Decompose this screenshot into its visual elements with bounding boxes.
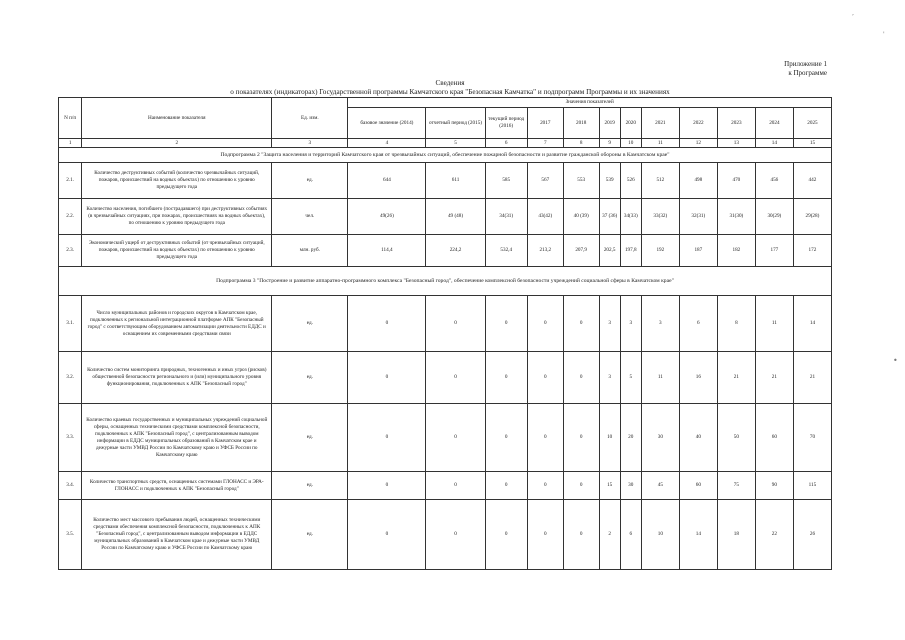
column-number: 2 (82, 139, 272, 148)
value-cell: 21 (793, 352, 831, 404)
value-cell: 0 (527, 472, 563, 500)
value-cell: 585 (485, 163, 527, 199)
value-cell: 14 (679, 500, 717, 570)
column-number: 9 (599, 139, 620, 148)
section-title: Подпрограмма 2 "Защита населения и территорий Камчатского края от чрезвычайных ситуаций, обеспечение пожарной безопасности и развитие гражданской обороны в Камчатском крае" (59, 148, 832, 163)
value-cell: 22 (755, 500, 793, 570)
value-cell: 0 (563, 352, 599, 404)
document-heading (190, 79, 710, 97)
value-cell: 16 (679, 352, 717, 404)
indicator-name: Количество краевых государственных и муниципальных учреждений социальной сферы, оснащенных техническими средствами комплексной безопасности, подключенных к АПК "Безопасный город", с централизованным выводом информации в ЕДДС муниципальных образований в Камчатском крае и дежурные части УМВД России по Камчатскому краю и УФСБ России по Камчатскому краю (82, 404, 272, 472)
value-cell: 37 (36) (599, 199, 620, 235)
value-cell: 3 (599, 296, 620, 352)
unit-cell: ед. (272, 352, 348, 404)
col-header-year: 2021 (641, 108, 679, 139)
col-header-year: 2025 (793, 108, 831, 139)
section-row (59, 148, 832, 163)
value-cell: 0 (563, 296, 599, 352)
value-cell: 40 (679, 404, 717, 472)
value-cell: 0 (527, 500, 563, 570)
value-cell: 0 (426, 296, 485, 352)
column-number: 10 (620, 139, 641, 148)
indicator-name: Количество транспортных средств, оснащенных системами ГЛОНАСС и ЭРА-ГЛОНАСС и подключенных к АПК "Безопасный город" (82, 472, 272, 500)
value-cell: 0 (426, 352, 485, 404)
column-number-row (59, 139, 832, 148)
section-row (59, 267, 832, 296)
value-cell: 3 (620, 296, 641, 352)
value-cell: 172 (793, 235, 831, 267)
column-number: 8 (563, 139, 599, 148)
column-number: 6 (485, 139, 527, 148)
value-cell: 0 (527, 352, 563, 404)
table-row (59, 500, 832, 570)
row-number: 3.5. (59, 500, 82, 570)
value-cell: 213,2 (527, 235, 563, 267)
value-cell: 30 (641, 404, 679, 472)
value-cell: 33(32) (641, 199, 679, 235)
column-number: 4 (348, 139, 426, 148)
row-number: 3.3. (59, 404, 82, 472)
appendix-line-2: к Программе (788, 69, 827, 77)
value-cell: 70 (793, 404, 831, 472)
row-number: 2.1. (59, 163, 82, 199)
value-cell: 18 (717, 500, 755, 570)
col-header-current: текущий период (2016) (485, 108, 527, 139)
value-cell: 498 (679, 163, 717, 199)
value-cell: 207,9 (563, 235, 599, 267)
table-row (59, 235, 832, 267)
value-cell: 26 (793, 500, 831, 570)
value-cell: 11 (755, 296, 793, 352)
value-cell: 34(31) (485, 199, 527, 235)
value-cell: 526 (620, 163, 641, 199)
row-number: 3.1. (59, 296, 82, 352)
value-cell: 442 (793, 163, 831, 199)
value-cell: 0 (348, 352, 426, 404)
value-cell: 114,4 (348, 235, 426, 267)
value-cell: 49 (48) (426, 199, 485, 235)
value-cell: 0 (485, 296, 527, 352)
value-cell: 10 (641, 500, 679, 570)
value-cell: 644 (348, 163, 426, 199)
col-header-year: 2018 (563, 108, 599, 139)
unit-cell: ед. (272, 163, 348, 199)
table-row (59, 296, 832, 352)
value-cell: 90 (755, 472, 793, 500)
value-cell: 470 (717, 163, 755, 199)
table-row (59, 352, 832, 404)
header-row-group (59, 98, 832, 108)
value-cell: 0 (563, 404, 599, 472)
scan-mark: • (893, 356, 898, 365)
value-cell: 50 (717, 404, 755, 472)
value-cell: 567 (527, 163, 563, 199)
value-cell: 43(42) (527, 199, 563, 235)
value-cell: 14 (793, 296, 831, 352)
value-cell: 224,2 (426, 235, 485, 267)
value-cell: 0 (426, 404, 485, 472)
value-cell: 32(31) (679, 199, 717, 235)
col-header-year: 2024 (755, 108, 793, 139)
value-cell: 20 (620, 404, 641, 472)
value-cell: 6 (679, 296, 717, 352)
indicator-name: Количество систем мониторинга природных, техногенных и иных угроз (рисков) общественной безопасности регионального и (или) муниципального уровня функционирования, подключенных к АПК "Безопасный город" (82, 352, 272, 404)
col-header-values-group: Значения показателей (348, 98, 832, 108)
table-row (59, 404, 832, 472)
row-number: 3.4. (59, 472, 82, 500)
col-header-year: 2017 (527, 108, 563, 139)
value-cell: 2 (599, 500, 620, 570)
value-cell: 115 (793, 472, 831, 500)
col-header-reporting: отчетный период (2015) (426, 108, 485, 139)
value-cell: 192 (641, 235, 679, 267)
value-cell: 34(33) (620, 199, 641, 235)
value-cell: 0 (485, 404, 527, 472)
col-header-base: базовое значение (2014) (348, 108, 426, 139)
value-cell: 3 (641, 296, 679, 352)
value-cell: 60 (755, 404, 793, 472)
table-row (59, 163, 832, 199)
value-cell: 0 (485, 352, 527, 404)
value-cell: 0 (563, 500, 599, 570)
col-header-year: 2022 (679, 108, 717, 139)
unit-cell: ед. (272, 472, 348, 500)
value-cell: 0 (348, 472, 426, 500)
value-cell: 539 (599, 163, 620, 199)
column-number: 7 (527, 139, 563, 148)
value-cell: 202,5 (599, 235, 620, 267)
scan-mark: ‚ (852, 10, 854, 17)
value-cell: 0 (426, 500, 485, 570)
section-title: Подпрограмма 3 "Построение и развитие аппаратно-программного комплекса "Безопасный город", обеспечение комплексной безопасности учреждений социальной сферы в Камчатском крае" (59, 267, 832, 296)
heading-title: Сведения (435, 79, 465, 87)
value-cell: 0 (485, 472, 527, 500)
column-number: 14 (755, 139, 793, 148)
value-cell: 182 (717, 235, 755, 267)
value-cell: 0 (348, 500, 426, 570)
value-cell: 0 (563, 472, 599, 500)
unit-cell: ед. (272, 500, 348, 570)
unit-cell: млн. руб. (272, 235, 348, 267)
column-number: 15 (793, 139, 831, 148)
value-cell: 0 (485, 500, 527, 570)
value-cell: 512 (641, 163, 679, 199)
unit-cell: ед. (272, 404, 348, 472)
value-cell: 0 (348, 296, 426, 352)
value-cell: 0 (527, 404, 563, 472)
col-header-unit: Ед. изм. (272, 98, 348, 139)
table-row (59, 472, 832, 500)
value-cell: 0 (348, 404, 426, 472)
indicator-name: Количество деструктивных событий (количество чрезвычайных ситуаций, пожаров, происшествий на водных объектах) по отношению к уровню предыдущего года (82, 163, 272, 199)
value-cell: 197,8 (620, 235, 641, 267)
value-cell: 0 (426, 472, 485, 500)
value-cell: 611 (426, 163, 485, 199)
value-cell: 532,4 (485, 235, 527, 267)
column-number: 3 (272, 139, 348, 148)
column-number: 5 (426, 139, 485, 148)
appendix-line-1: Приложение 1 (784, 60, 827, 68)
value-cell: 187 (679, 235, 717, 267)
value-cell: 553 (563, 163, 599, 199)
value-cell: 30 (620, 472, 641, 500)
value-cell: 21 (755, 352, 793, 404)
indicator-name: Количество мест массового пребывания людей, оснащенных техническими средствами обеспечения комплексной безопасности, подключенных к АПК "Безопасный город", с централизованным выводом информации в ЕДДС муниципальных образований в Камчатском крае и дежурные части УМВД России по Камчатскому краю и УФСБ России по Камчатскому краю (82, 500, 272, 570)
value-cell: 0 (527, 296, 563, 352)
unit-cell: чел. (272, 199, 348, 235)
table-row (59, 199, 832, 235)
value-cell: 30(29) (755, 199, 793, 235)
value-cell: 29(28) (793, 199, 831, 235)
value-cell: 10 (599, 404, 620, 472)
indicator-name: Количество населения, погибшего (пострадавшего) при деструктивных событиях (в чрезвычайных ситуациях, при пожарах, происшествиях на водных объектах), по отношению к уровню предыдущего года (82, 199, 272, 235)
value-cell: 456 (755, 163, 793, 199)
value-cell: 31(30) (717, 199, 755, 235)
value-cell: 11 (641, 352, 679, 404)
value-cell: 40 (39) (563, 199, 599, 235)
column-number: 13 (717, 139, 755, 148)
column-number: 12 (679, 139, 717, 148)
col-header-year: 2020 (620, 108, 641, 139)
value-cell: 75 (717, 472, 755, 500)
indicator-name: Число муниципальных районов и городских округов в Камчатском крае, подключенных к региональной интеграционной платформе АПК "Безопасный город" с соответствующим оборудованием автоматизации деятельности ЕДДС и оснащением их современными средствами связи (82, 296, 272, 352)
value-cell: 177 (755, 235, 793, 267)
value-cell: 21 (717, 352, 755, 404)
value-cell: 3 (599, 352, 620, 404)
value-cell: 15 (599, 472, 620, 500)
scan-mark: ' (883, 31, 885, 38)
col-header-year: 2023 (717, 108, 755, 139)
value-cell: 49(26) (348, 199, 426, 235)
indicator-name: Экономический ущерб от деструктивных событий (от чрезвычайных ситуаций, пожаров, происшествий на водных объектах) по отношению к уровню предыдущего года (82, 235, 272, 267)
value-cell: 45 (641, 472, 679, 500)
row-number: 2.3. (59, 235, 82, 267)
row-number: 3.2. (59, 352, 82, 404)
value-cell: 5 (620, 352, 641, 404)
heading-subtitle: о показателях (индикаторах) Государственной программы Камчатского края "Безопасная Камчатка" и подпрограмм Программы и их значениях (230, 88, 670, 96)
col-header-year: 2019 (599, 108, 620, 139)
value-cell: 60 (679, 472, 717, 500)
value-cell: 6 (620, 500, 641, 570)
column-number: 11 (641, 139, 679, 148)
row-number: 2.2. (59, 199, 82, 235)
indicators-table (58, 97, 832, 570)
appendix-note (707, 60, 827, 78)
col-header-name: Наименование показателя (82, 98, 272, 139)
unit-cell: ед. (272, 296, 348, 352)
value-cell: 8 (717, 296, 755, 352)
column-number: 1 (59, 139, 82, 148)
col-header-num: N п/п (59, 98, 82, 139)
